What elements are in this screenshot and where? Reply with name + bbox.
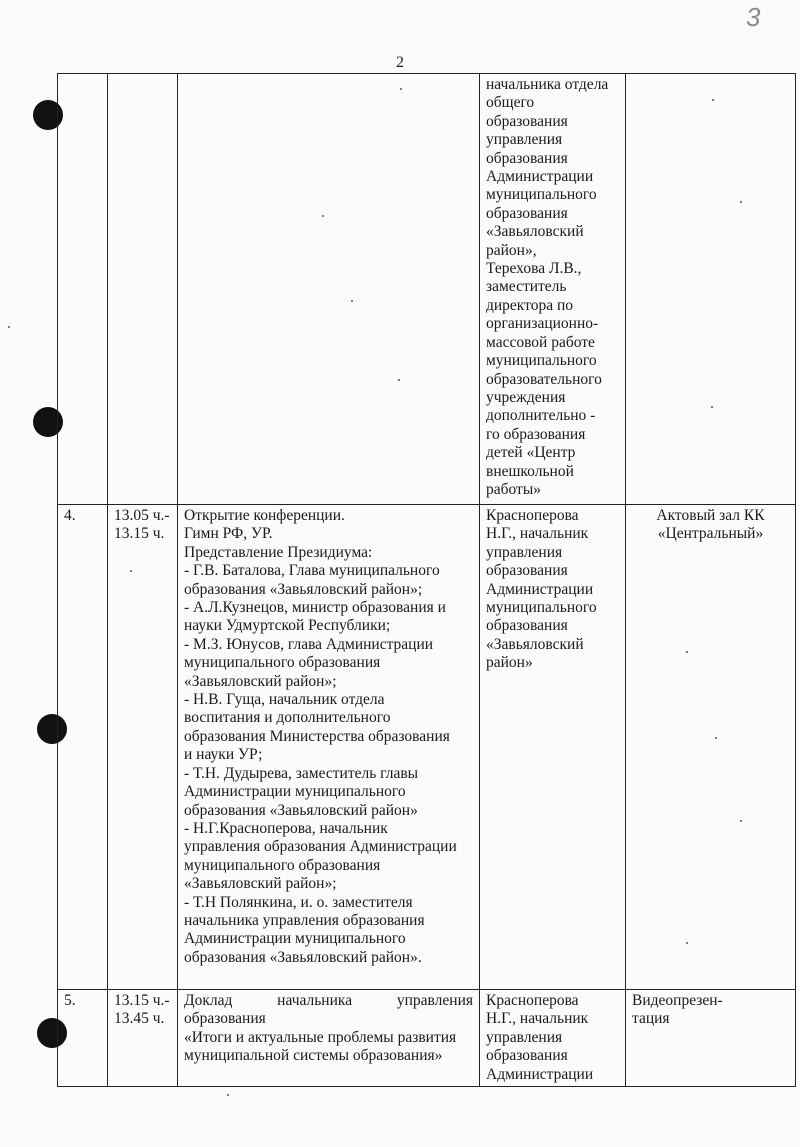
text-line: Гимн РФ, УР. — [184, 525, 273, 543]
place-cell — [626, 74, 796, 505]
text-line: Администрации — [486, 1065, 594, 1083]
text-line: заместитель — [486, 278, 567, 296]
page-number: 2 — [396, 54, 404, 71]
table-row — [58, 74, 796, 505]
text-line: муниципального образования — [184, 856, 381, 874]
scan-speck — [398, 379, 400, 381]
text-line: «Центральный» — [657, 525, 764, 543]
table-row — [58, 990, 796, 1087]
scan-speck — [712, 99, 714, 101]
text-line: работы» — [486, 480, 541, 498]
text-line: общего — [486, 94, 535, 112]
time-end: 13.45 ч. — [114, 1010, 165, 1028]
text-line: Видеопрезен- — [632, 992, 723, 1009]
text-line: Красноперова — [486, 507, 579, 524]
text-line: образования — [486, 562, 568, 580]
scan-speck — [8, 326, 10, 328]
text-line: Администрации — [486, 168, 594, 186]
text-line: муниципального — [486, 352, 597, 370]
text-line: Администрации муниципального — [184, 783, 406, 801]
text-line: муниципального образования — [184, 654, 381, 672]
text-line: внешкольной — [486, 462, 574, 480]
handwritten-page-number: 3 — [746, 2, 761, 32]
text-line: муниципального — [486, 186, 597, 204]
scan-speck — [322, 215, 324, 217]
text-line: Администрации — [486, 580, 594, 598]
text-line: управления — [486, 131, 563, 149]
text-line: Представление Президиума: — [184, 543, 373, 561]
text-line: начальника управления образования — [184, 911, 425, 929]
scan-speck — [740, 201, 742, 203]
text-line: образования — [486, 112, 568, 130]
text-line: управления — [486, 543, 563, 561]
text-line: - Н.Г.Красноперова, начальник — [184, 819, 388, 837]
time-cell — [108, 990, 178, 1087]
text-line: учреждения — [486, 388, 566, 406]
text-line: «Завьяловский — [486, 635, 584, 653]
text-line: и науки УР; — [184, 746, 263, 764]
schedule-table — [57, 73, 796, 1087]
text-line: «Завьяловский район»; — [184, 672, 337, 690]
text-line: науки Удмуртской Республики; — [184, 617, 391, 635]
time-cell — [108, 74, 178, 505]
scan-speck — [686, 651, 688, 653]
responsible-cell — [480, 990, 626, 1087]
text-line: организационно- — [486, 315, 599, 333]
text-line: район», — [486, 241, 537, 259]
text-line: - Т.Н. Дудырева, заместитель главы — [184, 764, 419, 782]
text-line: образовательного — [486, 370, 602, 388]
text-line: го образования — [486, 425, 586, 443]
text-line: Красноперова — [486, 992, 579, 1009]
text-line: «Итоги и актуальные проблемы развития — [184, 1028, 457, 1046]
text-line: «Завьяловский — [486, 223, 584, 241]
scan-speck — [400, 88, 402, 90]
text-line: тация — [632, 1010, 670, 1028]
item-number-cell: 5. — [58, 990, 108, 1087]
text-line: Н.Г., начальник — [486, 525, 589, 543]
responsible-cell — [480, 505, 626, 990]
table-row — [58, 505, 796, 990]
content-cell — [178, 990, 480, 1087]
content-cell — [178, 505, 480, 990]
text-line: детей «Центр — [486, 444, 576, 462]
time-end: 13.15 ч. — [114, 525, 165, 543]
item-number-cell: 4. — [58, 505, 108, 990]
text-line: - А.Л.Кузнецов, министр образования и — [184, 599, 446, 617]
responsible-cell — [480, 74, 626, 505]
text-line: муниципальной системы образования» — [184, 1047, 443, 1065]
scan-speck — [711, 406, 713, 408]
item-number-cell — [58, 74, 108, 505]
text-line: образования «Завьяловский район» — [184, 801, 418, 819]
text-line: «Завьяловский район»; — [184, 875, 337, 893]
content-cell — [178, 74, 480, 505]
text-line: воспитания и дополнительного — [184, 709, 391, 727]
text-line: - Н.В. Гуща, начальник отдела — [184, 691, 385, 709]
text-line: район» — [486, 654, 533, 672]
place-cell — [626, 505, 796, 990]
text-line: образования — [486, 1047, 568, 1065]
text-line: начальника отдела — [486, 76, 609, 93]
text-line: Администрации муниципального — [184, 930, 406, 948]
time-start: 13.05 ч.- — [114, 507, 170, 524]
text-line: образования Министерства образования — [184, 727, 450, 745]
text-line: муниципального — [486, 599, 597, 617]
text-line: - Г.В. Баталова, Глава муниципального — [184, 562, 440, 580]
scan-speck — [740, 820, 742, 822]
text-line: Терехова Л.В., — [486, 260, 582, 278]
time-cell — [108, 505, 178, 990]
text-line: образования «Завьяловский район». — [184, 948, 422, 966]
time-start: 13.15 ч.- — [114, 992, 170, 1009]
text-line: дополнительно - — [486, 407, 596, 425]
scan-speck — [351, 300, 353, 302]
text-line: - Т.Н Полянкина, и. о. заместителя — [184, 893, 413, 911]
text-line: управления — [486, 1028, 563, 1046]
place-cell — [626, 990, 796, 1087]
text-line: образования — [486, 204, 568, 222]
text-line: Актовый зал КК — [656, 507, 765, 524]
text-line: массовой работе — [486, 333, 595, 351]
scan-speck — [715, 737, 717, 739]
text-line: образования — [486, 149, 568, 167]
text-line: Открытие конференции. — [184, 507, 345, 524]
text-line: - М.З. Юнусов, глава Администрации — [184, 635, 434, 653]
text-line: образования «Завьяловский район»; — [184, 580, 423, 598]
text-line: Доклад начальника управления — [184, 992, 473, 1009]
text-line: Н.Г., начальник — [486, 1010, 589, 1028]
text-line: управления образования Администрации — [184, 838, 457, 856]
text-line: директора по — [486, 296, 574, 314]
scan-speck — [130, 570, 132, 572]
scan-speck — [227, 1094, 229, 1096]
text-line: образования — [486, 617, 568, 635]
scan-speck — [686, 942, 688, 944]
text-line: образования — [184, 1010, 266, 1028]
